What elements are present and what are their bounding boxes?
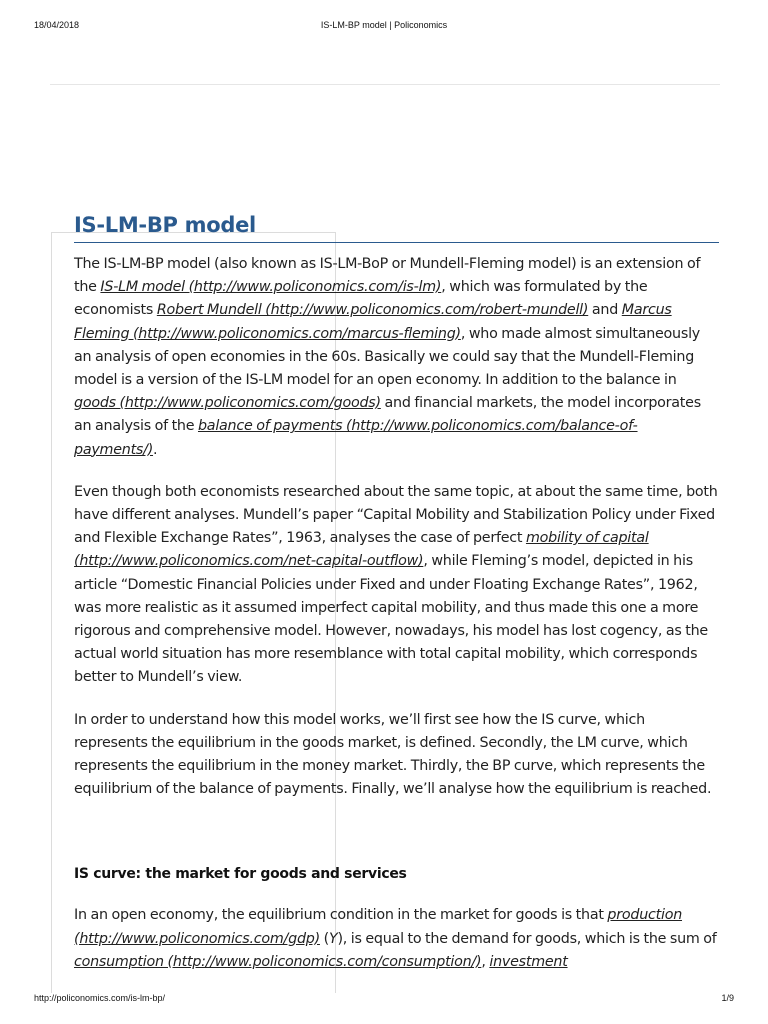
link-production[interactable]: production (http://www.policonomics.com/gdp) xyxy=(74,907,683,947)
text: In an open economy, the equilibrium condition in the market for goods is that xyxy=(74,907,608,924)
text: , while Fleming’s model, depicted in his article “Domestic Financial Policies under Fixed and under Floating Exchange Rates”, 1962, was more realistic as it assumed imperfect capital mobility, and thus made this one a more rigorous and comprehensive model. However, nowadays, his model has lost cogency, as the actual world situation has more resemblance with total capital mobility, which corresponds better to Mundell’s view. xyxy=(74,553,708,686)
print-date: 18/04/2018 xyxy=(34,20,80,30)
link-robert-mundell[interactable]: Robert Mundell (http://www.policonomics.com/robert-mundell) xyxy=(156,302,589,319)
link-goods[interactable]: goods (http://www.policonomics.com/goods) xyxy=(74,395,381,412)
text: and xyxy=(588,302,622,319)
print-page-number: 1/9 xyxy=(721,993,734,1003)
paragraph-overview: In order to understand how this model works, we’ll first see how the IS curve, which represents the equilibrium in the goods market, is defined. Secondly, the LM curve, which represents the equilibrium in the money market. Thirdly, the BP curve, which represents the equilibrium of the balance of payments. Finally, we’ll analyse how the equilibrium is reached. xyxy=(74,711,712,798)
text: , who made almost simultaneously an analysis of open economies in the 60s. Basically we could say that the Mundell-Fleming model is a version of the IS-LM model for an open economy. In addition to the balance in xyxy=(74,325,700,389)
link-is-lm-model[interactable]: IS-LM model (http://www.policonomics.com/is-lm) xyxy=(100,279,442,296)
paragraph-is-curve xyxy=(74,904,719,974)
print-header xyxy=(34,20,734,32)
text: The IS-LM-BP model (also known as IS-LM-BoP or Mundell-Fleming model) is an extension of the xyxy=(74,256,701,296)
text: , xyxy=(481,953,490,970)
paragraph-intro xyxy=(74,253,719,462)
article-title: IS-LM-BP model xyxy=(74,208,719,243)
print-url: http://policonomics.com/is-lm-bp/ xyxy=(34,993,166,1003)
paragraph-economists xyxy=(74,481,719,690)
variable-y: Y xyxy=(328,930,338,947)
link-marcus-fleming[interactable]: Marcus Fleming (http://www.policonomics.com/marcus-fleming) xyxy=(74,302,672,342)
text: ), is equal to the demand for goods, which is the sum of xyxy=(337,930,717,947)
link-balance-of-payments[interactable]: balance of payments (http://www.policonomics.com/balance-of-payments/) xyxy=(74,418,638,458)
text: ( xyxy=(319,930,329,947)
link-mobility-of-capital[interactable]: mobility of capital (http://www.policonomics.com/net-capital-outflow) xyxy=(74,530,649,570)
top-divider xyxy=(50,84,720,85)
text: and financial markets, the model incorporates an analysis of the xyxy=(74,395,701,435)
section-heading-is-curve: IS curve: the market for goods and services xyxy=(74,866,407,883)
text: , which was formulated by the economists xyxy=(74,279,648,319)
link-consumption[interactable]: consumption (http://www.policonomics.com/consumption/) xyxy=(74,953,482,970)
print-footer xyxy=(34,993,734,1005)
text: Even though both economists researched about the same topic, at about the same time, both have different analyses. Mundell’s paper “Capital Mobility and Stabilization Policy under Fixed and Flexible Exchange Rates”, 1963, analyses the case of perfect xyxy=(74,483,718,547)
print-page-title: IS-LM-BP model | Policonomics xyxy=(320,20,448,30)
article xyxy=(74,208,719,974)
text: . xyxy=(153,441,158,458)
link-investment[interactable]: investment xyxy=(489,953,568,970)
